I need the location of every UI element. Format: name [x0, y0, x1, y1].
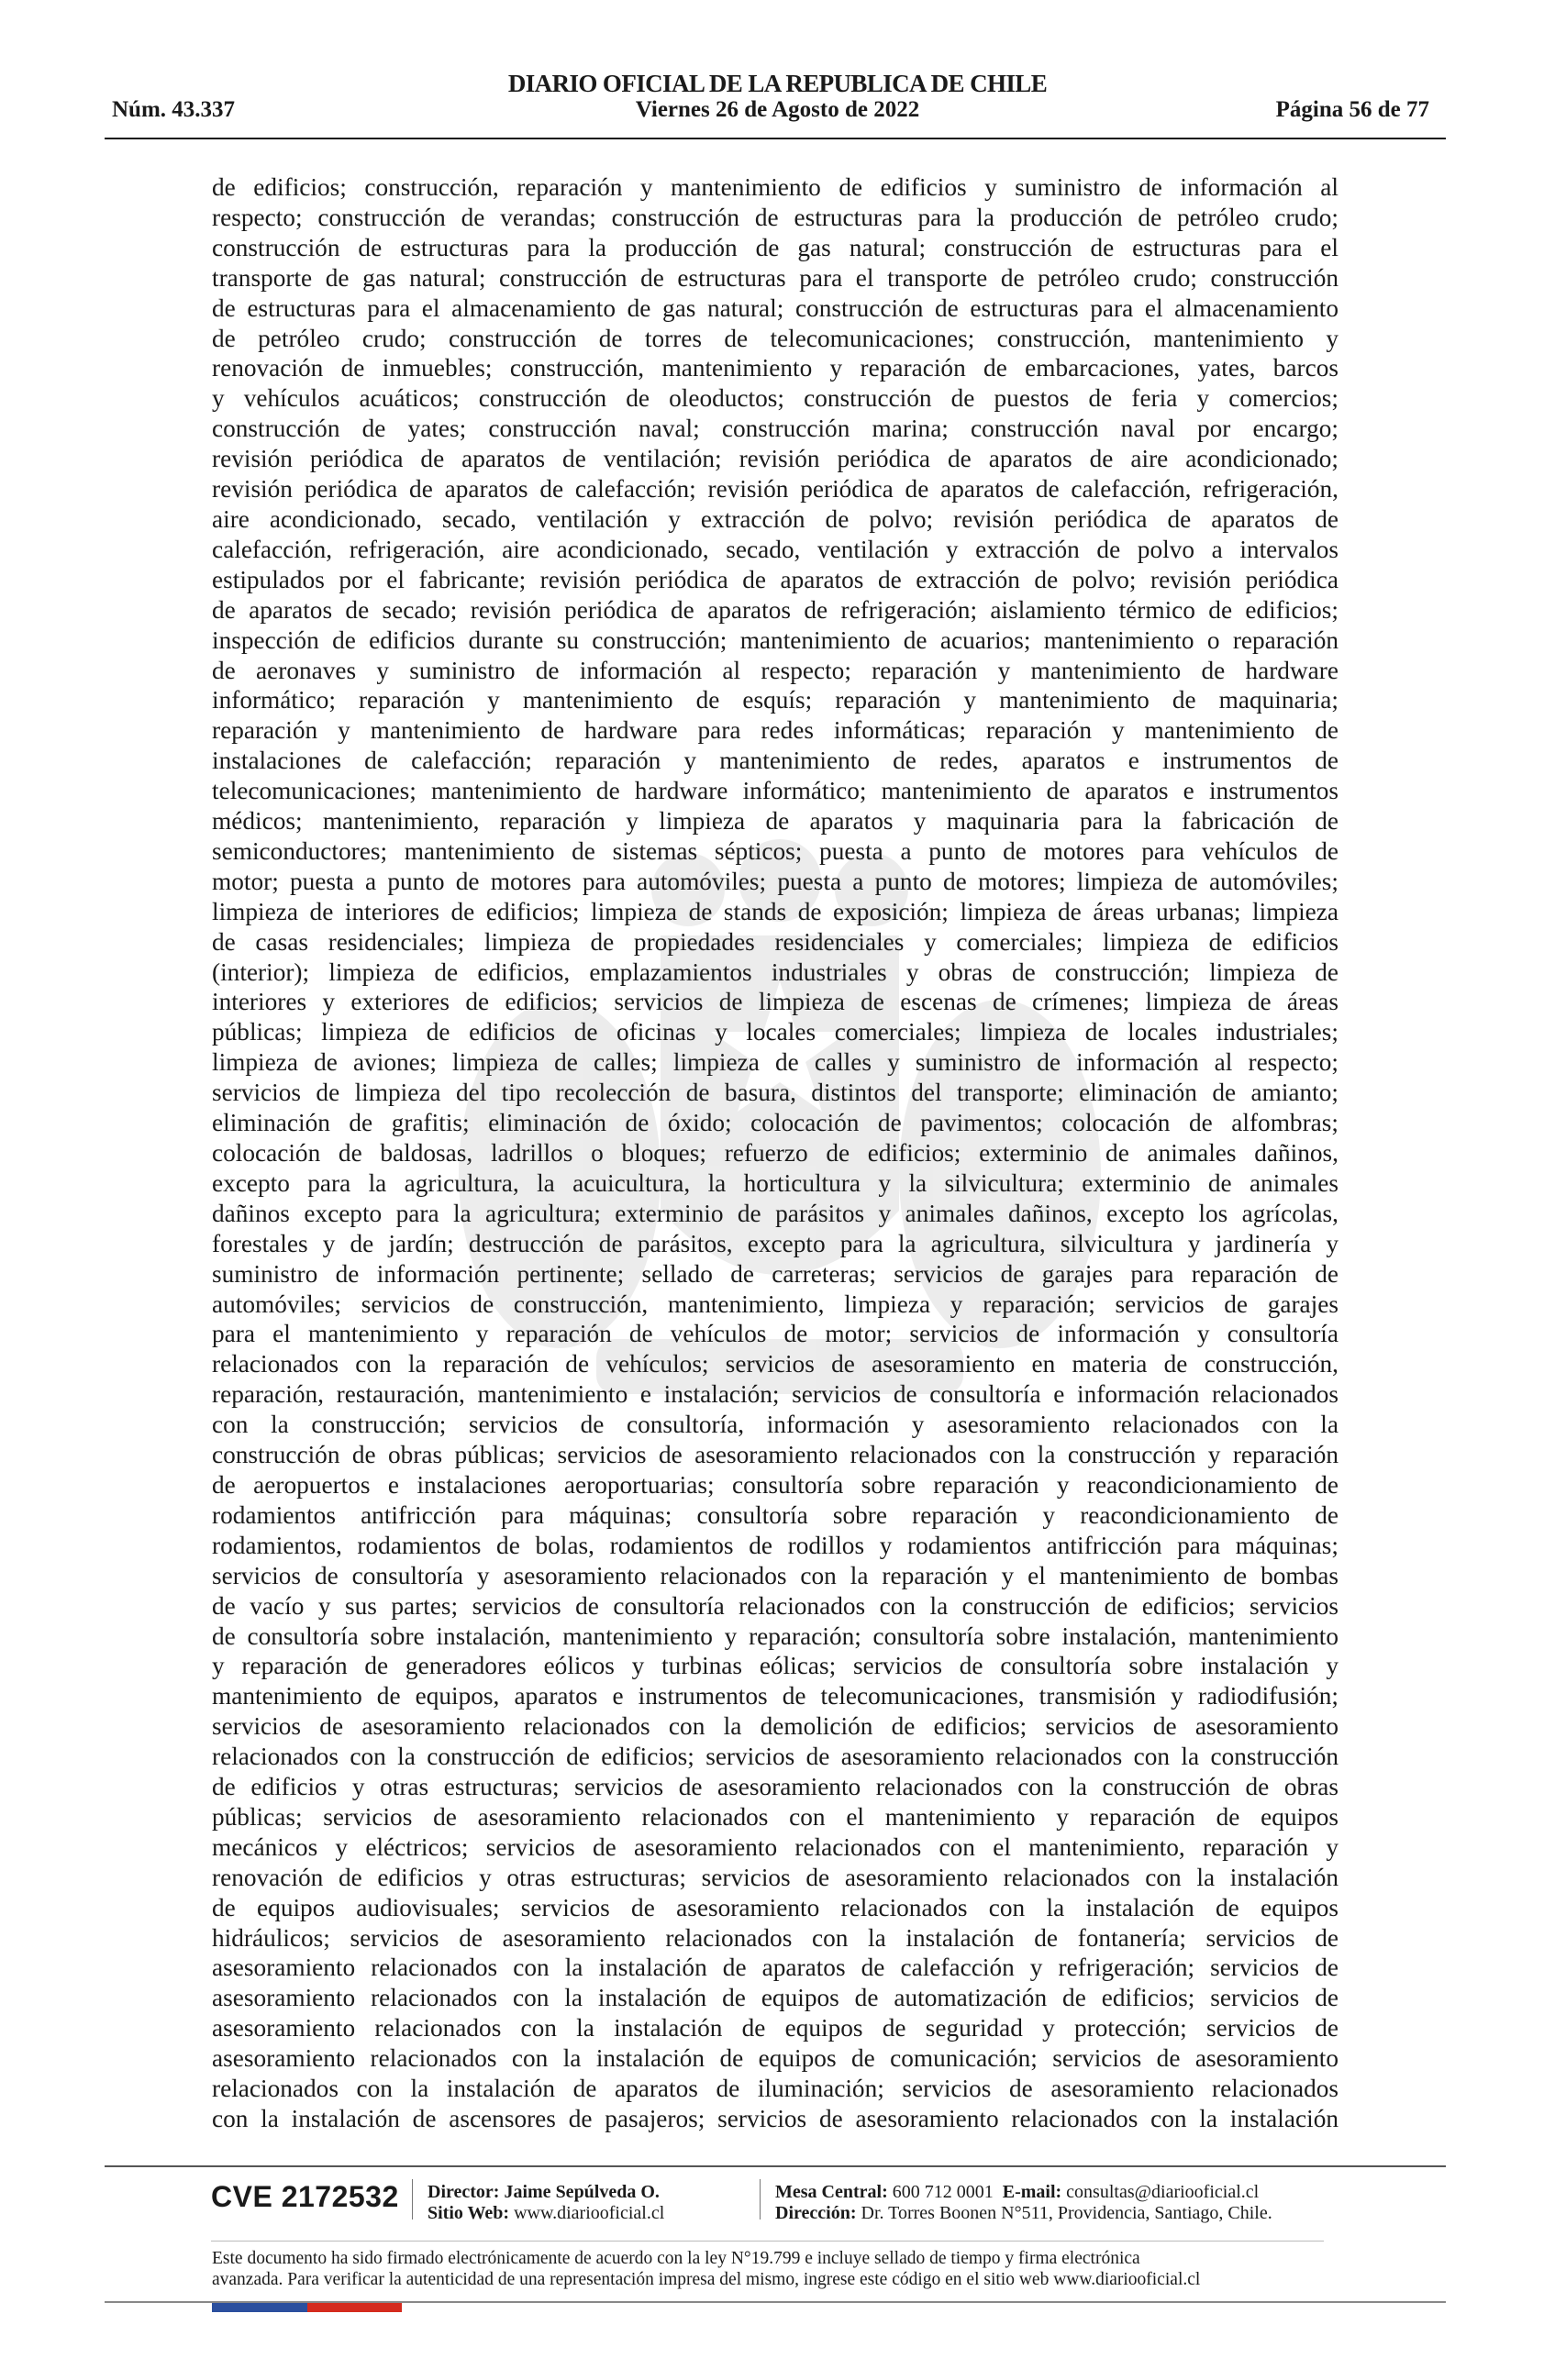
body-line: reparación, restauración, mantenimiento e instalación; servicios de consultoría e información relacionados — [212, 1380, 1338, 1409]
chile-flag-stripe — [212, 2303, 402, 2312]
legal-line: avanzada. Para verificar la autenticidad de una representación impresa del mismo, ingrese este código en el sitio web www.diariooficial.cl — [212, 2270, 1201, 2289]
director-label: Director: — [428, 2182, 500, 2202]
legal-line: Este documento ha sido firmado electrónicamente de acuerdo con la ley N°19.799 e incluye sellado de tiempo y firma electrónica — [212, 2249, 1140, 2268]
page-number: Página 56 de 77 — [1275, 97, 1429, 122]
body-line: servicios de asesoramiento relacionados con la demolición de edificios; servicios de asesoramiento — [212, 1712, 1338, 1741]
footer-address — [775, 2202, 1272, 2224]
body-line: inspección de edificios durante su construcción; mantenimiento de acuarios; mantenimiento o reparación — [212, 625, 1338, 654]
body-line: informático; reparación y mantenimiento de esquís; reparación y mantenimiento de maquinaria; — [212, 686, 1338, 714]
header-divider — [105, 138, 1446, 139]
web-value[interactable]: www.diariooficial.cl — [514, 2203, 665, 2223]
phone-label: Mesa Central: — [775, 2182, 888, 2202]
body-line: asesoramiento relacionados con la instalación de equipos de comunicación; servicios de asesoramiento — [212, 2044, 1338, 2073]
body-line: de petróleo crudo; construcción de torres de telecomunicaciones; construcción, mantenimiento y — [212, 324, 1338, 352]
body-line: forestales y de jardín; destrucción de parásitos, excepto para la agricultura, silvicultura y jardinería y — [212, 1229, 1338, 1257]
cve-code: CVE 2172532 — [211, 2180, 399, 2213]
footer-contact — [775, 2181, 1259, 2203]
body-line: y reparación de generadores eólicos y turbinas eólicas; servicios de consultoría sobre instalación y — [212, 1652, 1338, 1680]
body-line: semiconductores; mantenimiento de sistemas sépticos; puesta a punto de motores para vehículos de — [212, 836, 1338, 865]
issue-date: Viernes 26 de Agosto de 2022 — [635, 97, 920, 122]
body-line: relacionados con la instalación de aparatos de iluminación; servicios de asesoramiento relacionados — [212, 2075, 1338, 2103]
footer-director — [428, 2181, 660, 2203]
director-value: Jaime Sepúlveda O. — [504, 2182, 660, 2202]
body-line: calefacción, refrigeración, aire acondicionado, secado, ventilación y extracción de polvo a intervalos — [212, 535, 1338, 563]
body-line: rodamientos antifricción para máquinas; consultoría sobre reparación y reacondicionamiento de — [212, 1500, 1338, 1529]
body-line: reparación y mantenimiento de hardware para redes informáticas; reparación y mantenimiento de — [212, 716, 1338, 745]
body-line: de edificios; construcción, reparación y mantenimiento de edificios y suministro de información al — [212, 173, 1338, 201]
body-line: instalaciones de calefacción; reparación y mantenimiento de redes, aparatos e instrumentos de — [212, 747, 1338, 775]
footer-divider-mid — [211, 2241, 1324, 2242]
body-line: asesoramiento relacionados con la instalación de equipos de seguridad y protección; servicios de — [212, 2014, 1338, 2042]
body-line: dañinos excepto para la agricultura; exterminio de parásitos y animales dañinos, excepto los agrícolas, — [212, 1199, 1338, 1227]
body-line: con la instalación de ascensores de pasajeros; servicios de asesoramiento relacionados con la instalación — [212, 2105, 1338, 2132]
body-line: telecomunicaciones; mantenimiento de hardware informático; mantenimiento de aparatos e instrumentos — [212, 777, 1338, 805]
body-line: renovación de edificios y otras estructuras; servicios de asesoramiento relacionados con la instalación — [212, 1863, 1338, 1891]
body-line: de estructuras para el almacenamiento de gas natural; construcción de estructuras para el almacenamiento — [212, 293, 1338, 322]
body-line: servicios de limpieza del tipo recolección de basura, distintos del transporte; eliminación de amianto; — [212, 1079, 1338, 1107]
body-line: mecánicos y eléctricos; servicios de asesoramiento relacionados con el mantenimiento, reparación y — [212, 1832, 1338, 1861]
body-line: de consultoría sobre instalación, mantenimiento y reparación; consultoría sobre instalación, mantenimiento — [212, 1622, 1338, 1650]
body-line: públicas; servicios de asesoramiento relacionados con el mantenimiento y reparación de equipos — [212, 1802, 1338, 1831]
body-line: excepto para la agricultura, la acuicultura, la horticultura y la silvicultura; exterminio de animales — [212, 1168, 1338, 1197]
body-line: revisión periódica de aparatos de ventilación; revisión periódica de aparatos de aire acondicionado; — [212, 445, 1338, 473]
phone-value: 600 712 0001 — [892, 2182, 994, 2202]
document-body — [212, 172, 1338, 2132]
flag-blue-stripe — [212, 2303, 307, 2312]
body-line: de edificios y otras estructuras; servicios de asesoramiento relacionados con la construcción de obras — [212, 1773, 1338, 1801]
footer-website — [428, 2202, 664, 2224]
email-value[interactable]: consultas@diariooficial.cl — [1066, 2182, 1260, 2202]
body-line: hidráulicos; servicios de asesoramiento relacionados con la instalación de fontanería; servicios de — [212, 1923, 1338, 1952]
body-line: eliminación de grafitis; eliminación de óxido; colocación de pavimentos; colocación de alfombras; — [212, 1109, 1338, 1137]
body-line: limpieza de aviones; limpieza de calles; limpieza de calles y suministro de información al respecto; — [212, 1048, 1338, 1077]
body-line: y vehículos acuáticos; construcción de oleoductos; construcción de puestos de feria y comercios; — [212, 384, 1338, 413]
body-line: relacionados con la construcción de edificios; servicios de asesoramiento relacionados con la construcción — [212, 1743, 1338, 1771]
body-line: transporte de gas natural; construcción de estructuras para el transporte de petróleo crudo; construcción — [212, 263, 1338, 292]
body-line: limpieza de interiores de edificios; limpieza de stands de exposición; limpieza de áreas urbanas; limpieza — [212, 897, 1338, 925]
body-line: con la construcción; servicios de consultoría, información y asesoramiento relacionados con la — [212, 1411, 1338, 1439]
flag-red-stripe — [307, 2303, 403, 2312]
body-line: revisión periódica de aparatos de calefacción; revisión periódica de aparatos de calefacción, refrigeración, — [212, 475, 1338, 504]
body-line: relacionados con la reparación de vehículos; servicios de asesoramiento en materia de construcción, — [212, 1350, 1338, 1378]
legal-notice — [212, 2248, 1405, 2290]
body-line: de equipos audiovisuales; servicios de asesoramiento relacionados con la instalación de equipos — [212, 1893, 1338, 1921]
body-line: médicos; mantenimiento, reparación y limpieza de aparatos y maquinaria para la fabricación de — [212, 807, 1338, 836]
body-line: de casas residenciales; limpieza de propiedades residenciales y comerciales; limpieza de edificios — [212, 927, 1338, 956]
body-line: aire acondicionado, secado, ventilación y extracción de polvo; revisión periódica de aparatos de — [212, 504, 1338, 533]
body-line: mantenimiento de equipos, aparatos e instrumentos de telecomunicaciones, transmisión y radiodifusión; — [212, 1682, 1338, 1710]
body-line: rodamientos, rodamientos de bolas, rodamientos de rodillos y rodamientos antifricción para máquinas; — [212, 1531, 1338, 1559]
body-line: suministro de información pertinente; sellado de carreteras; servicios de garajes para reparación de — [212, 1259, 1338, 1288]
body-line: de aeronaves y suministro de información al respecto; reparación y mantenimiento de hardware — [212, 656, 1338, 684]
body-line: asesoramiento relacionados con la instalación de equipos de automatización de edificios; servicios de — [212, 1984, 1338, 2012]
footer-separator — [760, 2179, 761, 2219]
email-label: E-mail: — [1002, 2182, 1062, 2202]
body-line: renovación de inmuebles; construcción, mantenimiento y reparación de embarcaciones, yates, barcos — [212, 354, 1338, 382]
body-line: construcción de obras públicas; servicios de asesoramiento relacionados con la construcción y reparación — [212, 1441, 1338, 1469]
body-line: interiores y exteriores de edificios; servicios de limpieza de escenas de crímenes; limpieza de áreas — [212, 988, 1338, 1016]
body-line: de aparatos de secado; revisión periódica de aparatos de refrigeración; aislamiento térmico de edificios; — [212, 595, 1338, 624]
body-line: construcción de yates; construcción naval; construcción marina; construcción naval por encargo; — [212, 415, 1338, 443]
body-line: asesoramiento relacionados con la instalación de aparatos de calefacción y refrigeración; servicios de — [212, 1954, 1338, 1982]
footer-separator — [412, 2179, 413, 2219]
body-line: automóviles; servicios de construcción, mantenimiento, limpieza y reparación; servicios de garajes — [212, 1290, 1338, 1318]
web-label: Sitio Web: — [428, 2203, 510, 2223]
body-line: motor; puesta a punto de motores para automóviles; puesta a punto de motores; limpieza de automóviles; — [212, 867, 1338, 895]
body-line: servicios de consultoría y asesoramiento relacionados con la reparación y el mantenimiento de bombas — [212, 1561, 1338, 1589]
body-line: públicas; limpieza de edificios de oficinas y locales comerciales; limpieza de locales industriales; — [212, 1018, 1338, 1046]
issue-number: Núm. 43.337 — [112, 97, 236, 122]
body-line: respecto; construcción de verandas; construcción de estructuras para la producción de petróleo crudo; — [212, 203, 1338, 231]
body-line: de vacío y sus partes; servicios de consultoría relacionados con la construcción de edificios; servicios — [212, 1591, 1338, 1620]
address-value: Dr. Torres Boonen N°511, Providencia, Santiago, Chile. — [861, 2203, 1272, 2223]
newspaper-title: DIARIO OFICIAL DE LA REPUBLICA DE CHILE — [507, 70, 1048, 97]
body-line: de aeropuertos e instalaciones aeroportuarias; consultoría sobre reparación y reacondicionamiento de — [212, 1470, 1338, 1499]
footer-divider-top — [105, 2165, 1446, 2167]
address-label: Dirección: — [775, 2203, 857, 2223]
body-line: construcción de estructuras para la producción de gas natural; construcción de estructuras para el — [212, 233, 1338, 261]
body-line: estipulados por el fabricante; revisión periódica de aparatos de extracción de polvo; revisión periódica — [212, 565, 1338, 593]
body-line: (interior); limpieza de edificios, emplazamientos industriales y obras de construcción; limpieza de — [212, 958, 1338, 986]
body-line: para el mantenimiento y reparación de vehículos de motor; servicios de información y consultoría — [212, 1320, 1338, 1348]
body-line: colocación de baldosas, ladrillos o bloques; refuerzo de edificios; exterminio de animales dañinos, — [212, 1139, 1338, 1167]
